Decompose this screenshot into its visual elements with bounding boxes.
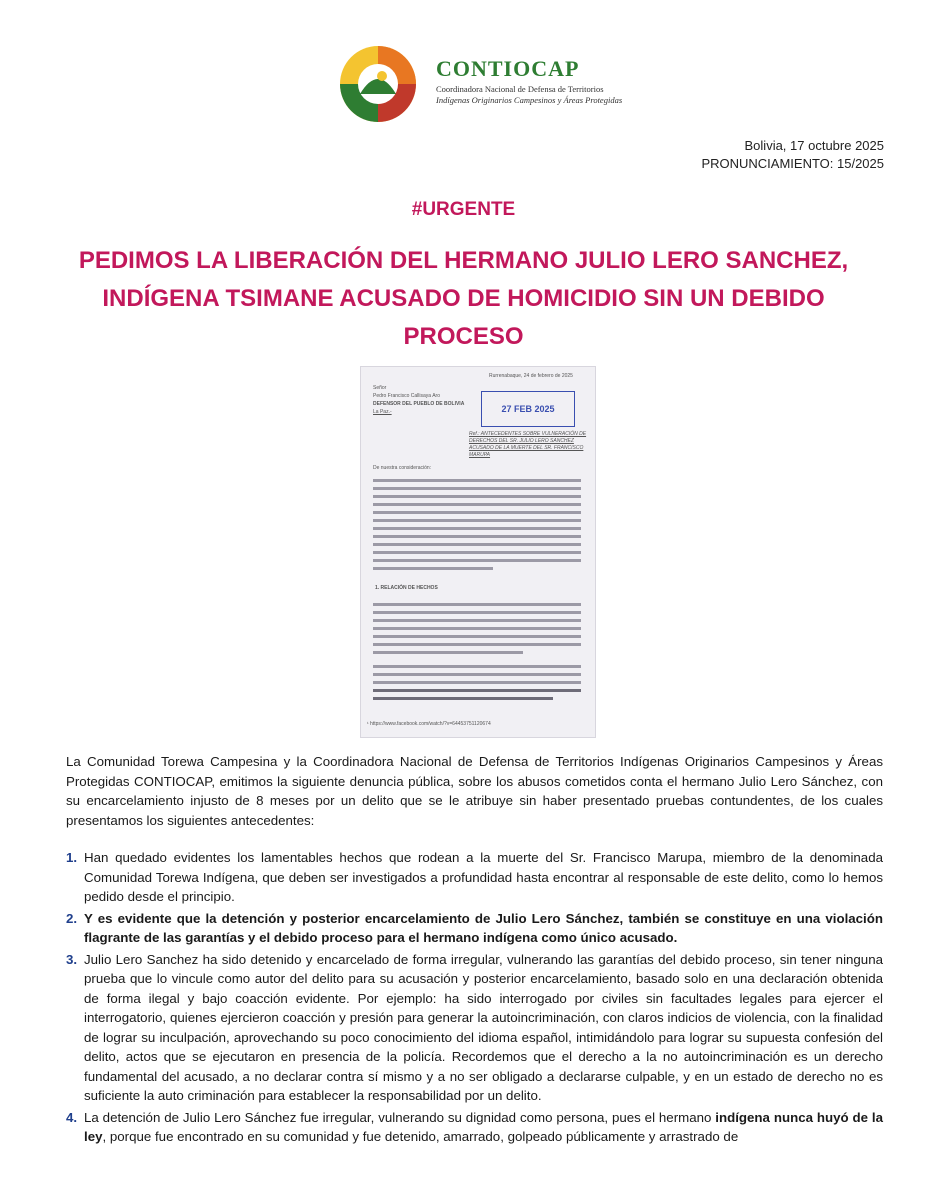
point-text: Julio Lero Sanchez ha sido detenido y encarcelado de forma irregular, vulnerando las garantías del debido proceso, sin tener ninguna prueba que lo vincule como autor del delito para su acusación y posterior encarcelamiento, basado solo en una declaración obtenida de forma ilegal y bajo coacción evidente. Por ejemplo: ha sido interrogado por civiles sin facultades legales para ejercer el interrogatorio, quienes ejercieron coacción y presión para generar la autoincriminación, con claros indicios de violencia, con la finalidad de lograr su inculpación, aprovechando su poco conocimiento del idioma español, intimidándolo para lograr su supuesta confesión del delito, actos que se ejecutaron en presencia de la policía. Recordemos que el derecho a la no autoincriminación es un derecho fundamental del acusado, a no declarar contra sí mismo y a no ser obligado a declararse culpable, y en un estado de derecho no es suficiente la auto criminación para establecer la responsabilidad por un delito. [84, 951, 883, 1103]
letter-section: 1. RELACIÓN DE HECHOS [375, 585, 438, 591]
point-number: 1. [66, 850, 78, 865]
letter-photo [360, 366, 596, 738]
letter-reference: Ref.: ANTECEDENTES SOBRE VULNERACIÓN DE DERECHOS DEL SR. JULIO LERO SANCHEZ ACUSADO DE LA MUERTE DEL SR. FRANCISCO MARUPA [469, 431, 587, 458]
letter-addressee-role: DEFENSOR DEL PUEBLO DE BOLIVIA [373, 401, 465, 407]
point-text-emphasis: indígena nunca huyó de la ley [84, 1109, 883, 1144]
point-text: , porque fue encontrado en su comunidad y fue detenido, amarrado, golpeado públicamente y arrastrado de [102, 1129, 739, 1144]
point-text: Y es evidente que la detención y posterior encarcelamiento de Julio Lero Sánchez, también se constituye en una violación flagrante de las garantías y el debido proceso para el hermano indígena como único acusado. [84, 910, 883, 945]
letter-footnote: ¹ https://www.facebook.com/watch/?v=64453751120674 [367, 721, 491, 727]
contiocap-emblem-icon [338, 44, 428, 124]
hashtag-urgent: #URGENTE [411, 199, 516, 220]
point-number: 4. [66, 1109, 78, 1125]
document-meta [701, 137, 884, 173]
list-item [66, 1108, 883, 1147]
letter-date: Rurrenabaque, 24 de febrero de 2025 [489, 373, 573, 379]
logo-subtitle-2: Indígenas Originarios Campesinos y Áreas Protegidas [436, 95, 623, 105]
pronouncement-number: PRONUNCIAMIENTO: 15/2025 [701, 156, 884, 171]
letter-addressee-name: Pedro Francisco Callisaya Aro [373, 393, 440, 399]
reception-stamp: 27 FEB 2025 [481, 391, 575, 427]
point-number: 3. [66, 951, 78, 967]
list-item [66, 909, 883, 948]
letter-greeting: De nuestra consideración: [373, 465, 432, 471]
point-number: 2. [66, 910, 78, 926]
page-title: PEDIMOS LA LIBERACIÓN DEL HERMANO JULIO LERO SANCHEZ, INDÍGENA TSIMANE ACUSADO DE HOMICIDIO SIN UN DEBIDO PROCESO [78, 247, 849, 350]
place-date: Bolivia, 17 octubre 2025 [744, 138, 884, 153]
points-list [66, 848, 883, 1147]
point-text: Han quedado evidentes los lamentables hechos que rodean a la muerte del Sr. Francisco Marupa, miembro de la denominada Comunidad Torewa Indígena, que deben ser investigados a profundidad hasta encontrar al responsable de este delito, como lo hemos pedido desde el principio. [84, 850, 883, 904]
letter-addressee: Señor [373, 385, 387, 391]
list-item [66, 848, 883, 907]
contiocap-logo [338, 44, 623, 124]
statement-body [66, 752, 883, 1149]
logo-subtitle-1: Coordinadora Nacional de Defensa de Territorios [436, 84, 604, 94]
intro-paragraph: La Comunidad Torewa Campesina y la Coordinadora Nacional de Defensa de Territorios Indígenas Originarios Campesinos y Áreas Protegidas CONTIOCAP, emitimos la siguiente denuncia pública, sobre los abusos cometidos conta el hermano Julio Lero Sánchez, con su encarcelamiento injusto de 8 meses por un delito que se le atribuye sin haber presentado pruebas contundentes, de los cuales presentamos los siguientes antecedentes: [66, 754, 883, 828]
letter-addressee-city: La Paz.- [373, 409, 392, 415]
list-item [66, 950, 883, 1106]
logo-name: CONTIOCAP [436, 56, 580, 81]
point-text: La detención de Julio Lero Sánchez fue irregular, vulnerando su dignidad como persona, pues el hermano [84, 1109, 716, 1125]
